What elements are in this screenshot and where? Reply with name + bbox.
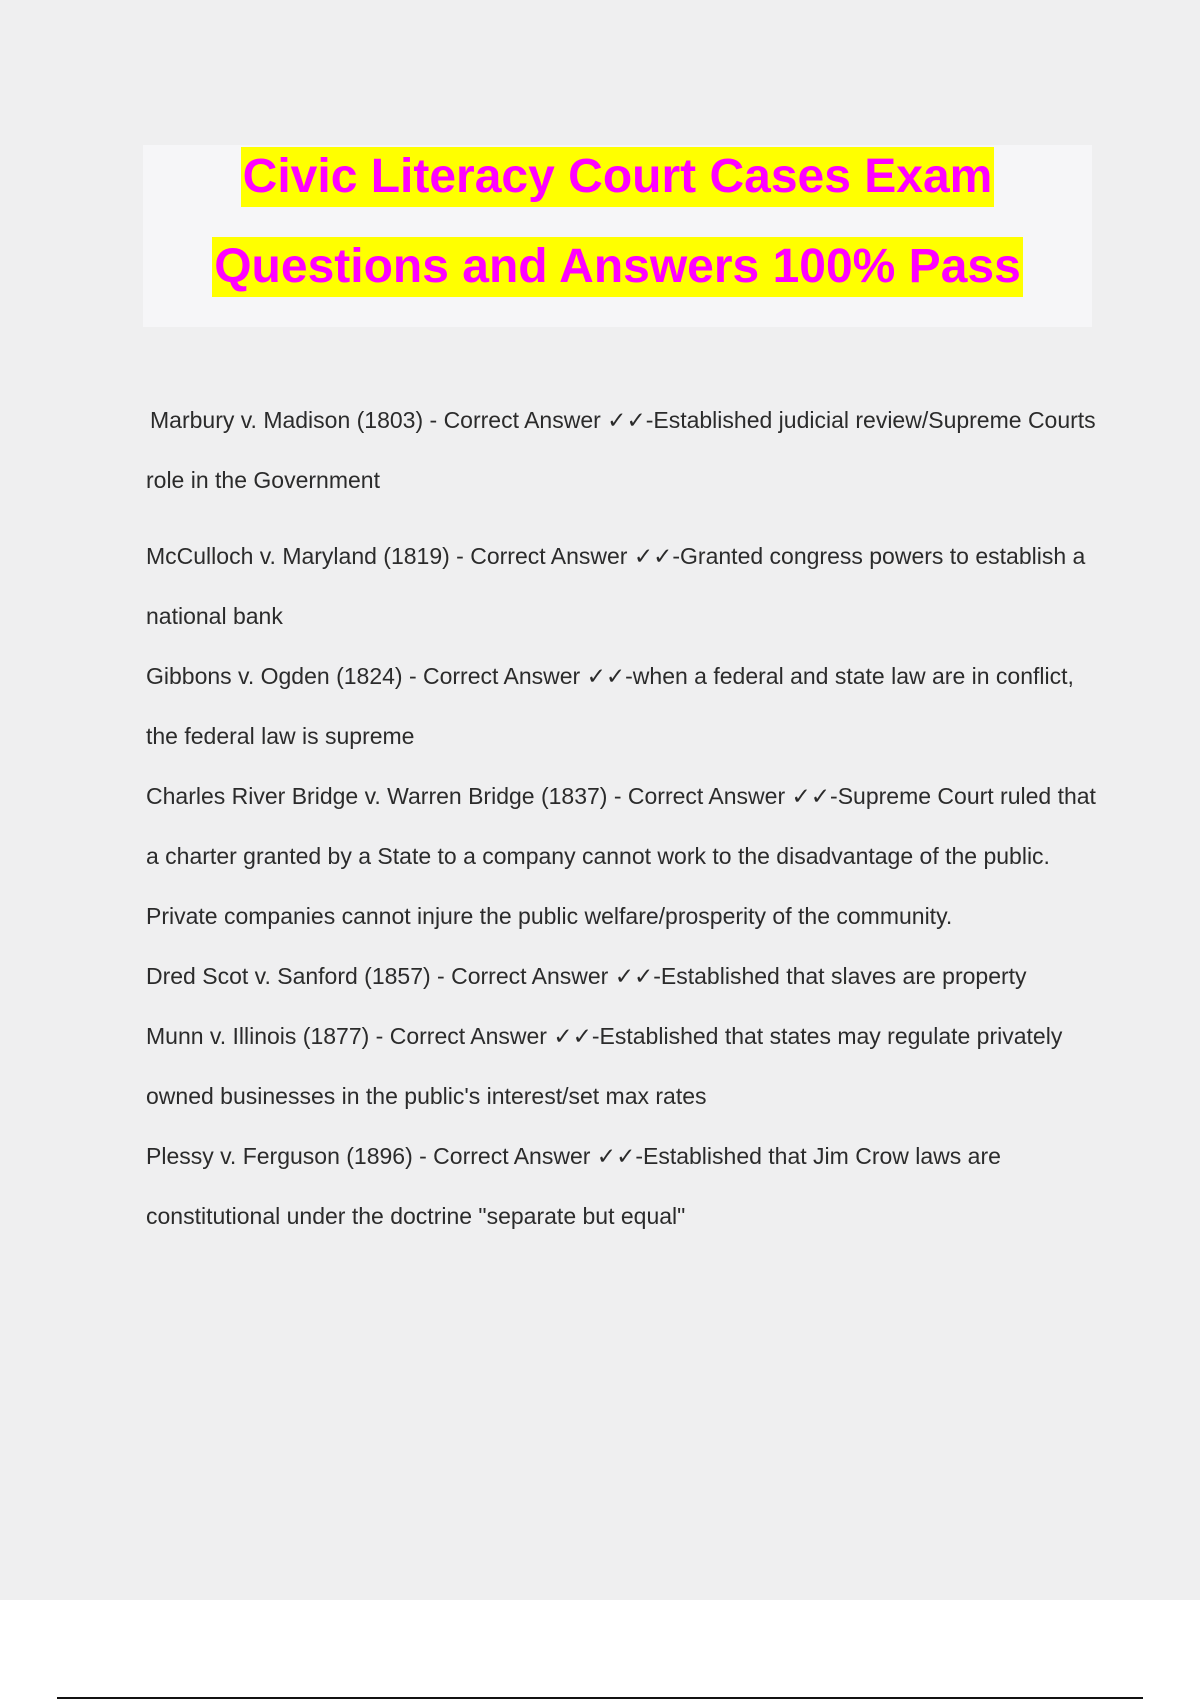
qa-entry-dred-scot: Dred Scot v. Sanford (1857) - Correct Answer ✓✓-Established that slaves are property	[146, 963, 1027, 989]
title-block	[143, 145, 1092, 327]
qa-entry-marbury: Marbury v. Madison (1803) - Correct Answer ✓✓-Established judicial review/Supreme Courts role in the Government	[146, 407, 1096, 493]
qa-entry-mcculloch: McCulloch v. Maryland (1819) - Correct Answer ✓✓-Granted congress powers to establish a national bank	[146, 543, 1086, 629]
qa-entry-munn: Munn v. Illinois (1877) - Correct Answer ✓✓-Established that states may regulate privately owned businesses in the public's interest/set max rates	[146, 1023, 1063, 1109]
qa-entry-charles-river: Charles River Bridge v. Warren Bridge (1837) - Correct Answer ✓✓-Supreme Court ruled that a charter granted by a State to a company cannot work to the disadvantage of the public. Private companies cannot injure the public welfare/prosperity of the community.	[146, 783, 1096, 929]
document-title-line-2: Questions and Answers 100% Pass	[212, 237, 1023, 297]
qa-entry-gibbons: Gibbons v. Ogden (1824) - Correct Answer ✓✓-when a federal and state law are in conflict, the federal law is supreme	[146, 663, 1074, 749]
document-title-line-1: Civic Literacy Court Cases Exam	[241, 147, 995, 207]
footer-divider	[57, 1697, 1143, 1699]
qa-list	[146, 390, 1096, 1246]
qa-entry-plessy: Plessy v. Ferguson (1896) - Correct Answer ✓✓-Established that Jim Crow laws are constitutional under the doctrine "separate but equal"	[146, 1143, 1001, 1229]
